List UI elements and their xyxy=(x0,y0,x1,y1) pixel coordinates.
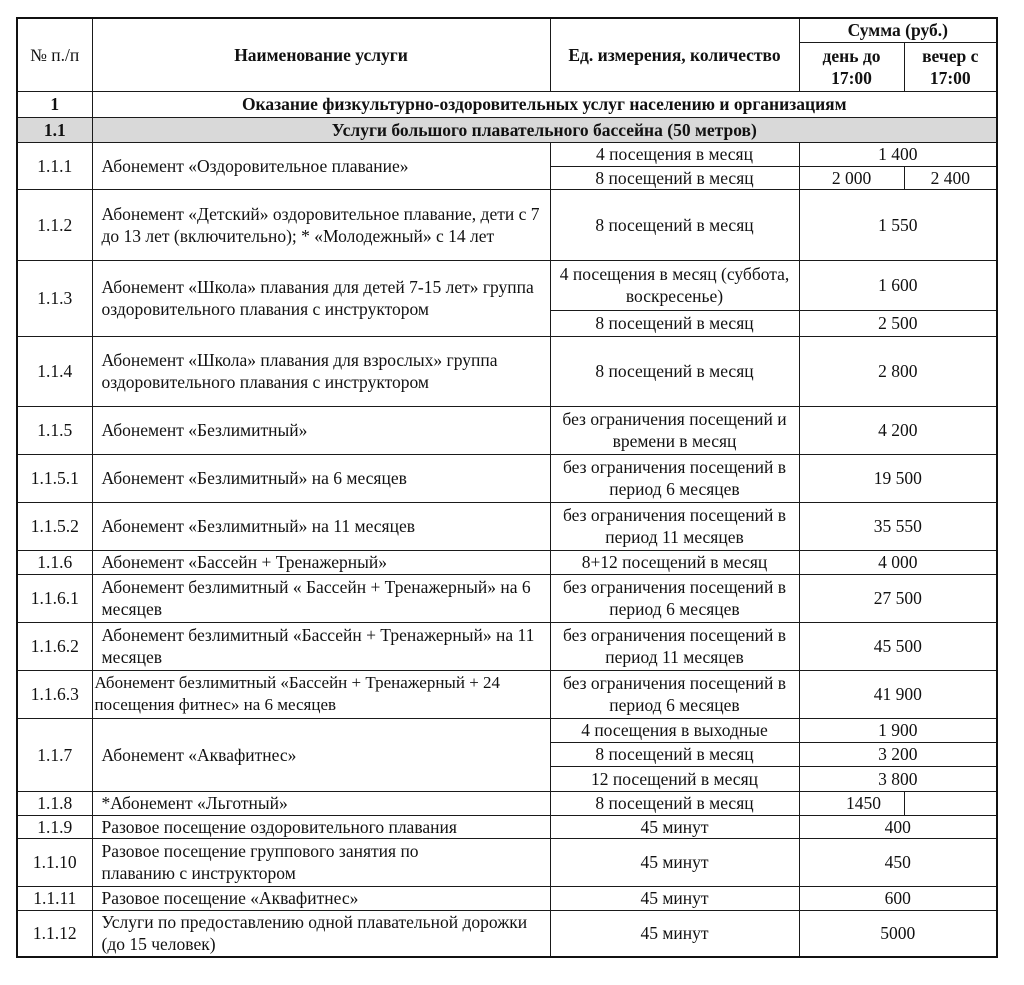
service-name: Абонемент безлимитный « Бассейн + Тренажерный» на 6 месяцев xyxy=(92,574,550,622)
row-number: 1.1.10 xyxy=(17,838,92,886)
unit-cell: 8 посещений в месяц xyxy=(550,791,799,815)
row-number: 1.1.6.1 xyxy=(17,574,92,622)
price-cell: 35 550 xyxy=(799,502,997,550)
subsection-number: 1.1 xyxy=(17,117,92,142)
price-cell: 600 xyxy=(799,886,997,910)
price-cell: 3 200 xyxy=(799,742,997,766)
price-table xyxy=(16,17,998,958)
unit-cell: 12 посещений в месяц xyxy=(550,766,799,791)
unit-cell: 8 посещений в месяц xyxy=(550,310,799,336)
unit-cell: 45 минут xyxy=(550,838,799,886)
price-cell: 4 200 xyxy=(799,406,997,454)
row-number: 1.1.2 xyxy=(17,189,92,260)
service-name: Разовое посещение группового занятия по плаванию с инструктором xyxy=(92,838,550,886)
unit-cell: 8 посещений в месяц xyxy=(550,189,799,260)
price-cell: 5000 xyxy=(799,910,997,957)
price-cell: 450 xyxy=(799,838,997,886)
unit-cell: 45 минут xyxy=(550,886,799,910)
row-number: 1.1.5.1 xyxy=(17,454,92,502)
header-number: № п./п xyxy=(17,18,92,91)
price-day-cell: 2 000 xyxy=(799,166,904,189)
price-cell: 3 800 xyxy=(799,766,997,791)
table-row xyxy=(17,838,997,886)
service-name: Абонемент безлимитный «Бассейн + Тренажерный» на 11 месяцев xyxy=(92,622,550,670)
section-row xyxy=(17,91,997,117)
table-row xyxy=(17,336,997,406)
service-name: Абонемент «Безлимитный» на 6 месяцев xyxy=(92,454,550,502)
service-name: Абонемент «Оздоровительное плавание» xyxy=(92,142,550,189)
price-cell: 1 600 xyxy=(799,260,997,310)
table-row xyxy=(17,189,997,260)
price-day-cell: 1450 xyxy=(799,791,904,815)
table-row xyxy=(17,886,997,910)
service-name: Абонемент «Аквафитнес» xyxy=(92,718,550,791)
unit-cell: без ограничения посещений в период 6 месяцев xyxy=(550,574,799,622)
table-row xyxy=(17,718,997,742)
table-row xyxy=(17,670,997,718)
price-cell: 2 500 xyxy=(799,310,997,336)
row-number: 1.1.6 xyxy=(17,550,92,574)
service-name: Абонемент «Бассейн + Тренажерный» xyxy=(92,550,550,574)
row-number: 1.1.5.2 xyxy=(17,502,92,550)
unit-cell: 4 посещения в выходные xyxy=(550,718,799,742)
row-number: 1.1.12 xyxy=(17,910,92,957)
table-row xyxy=(17,791,997,815)
header-sum: Сумма (руб.) xyxy=(799,18,997,42)
price-evening-cell xyxy=(904,791,997,815)
service-name: Разовое посещение «Аквафитнес» xyxy=(92,886,550,910)
subsection-row xyxy=(17,117,997,142)
row-number: 1.1.4 xyxy=(17,336,92,406)
unit-cell: 45 минут xyxy=(550,910,799,957)
service-name: Абонемент «Школа» плавания для взрослых» группа оздоровительного плавания с инструктором xyxy=(92,336,550,406)
service-name: Абонемент безлимитный «Бассейн + Тренажерный + 24 посещения фитнес» на 6 месяцев xyxy=(92,670,550,718)
unit-cell: 8 посещений в месяц xyxy=(550,166,799,189)
price-cell: 1 900 xyxy=(799,718,997,742)
section-number: 1 xyxy=(17,91,92,117)
price-cell: 41 900 xyxy=(799,670,997,718)
service-name: Абонемент «Безлимитный» на 11 месяцев xyxy=(92,502,550,550)
row-number: 1.1.8 xyxy=(17,791,92,815)
table-row xyxy=(17,454,997,502)
subsection-title: Услуги большого плавательного бассейна (50 метров) xyxy=(92,117,997,142)
unit-cell: без ограничения посещений в период 6 месяцев xyxy=(550,454,799,502)
service-name: *Абонемент «Льготный» xyxy=(92,791,550,815)
table-row xyxy=(17,815,997,838)
header-day: день до 17:00 xyxy=(799,42,904,91)
price-cell: 45 500 xyxy=(799,622,997,670)
service-name: Абонемент «Школа» плавания для детей 7-15 лет» группа оздоровительного плавания с инструктором xyxy=(92,260,550,336)
service-name: Услуги по предоставлению одной плавательной дорожки (до 15 человек) xyxy=(92,910,550,957)
service-name: Разовое посещение оздоровительного плавания xyxy=(92,815,550,838)
price-evening-cell: 2 400 xyxy=(904,166,997,189)
unit-cell: без ограничения посещений в период 11 месяцев xyxy=(550,622,799,670)
table-row xyxy=(17,574,997,622)
row-number: 1.1.1 xyxy=(17,142,92,189)
header-evening: вечер с 17:00 xyxy=(904,42,997,91)
unit-cell: 45 минут xyxy=(550,815,799,838)
table-row xyxy=(17,142,997,166)
row-number: 1.1.5 xyxy=(17,406,92,454)
row-number: 1.1.6.2 xyxy=(17,622,92,670)
row-number: 1.1.7 xyxy=(17,718,92,791)
price-cell: 2 800 xyxy=(799,336,997,406)
row-number: 1.1.9 xyxy=(17,815,92,838)
table-row xyxy=(17,260,997,310)
unit-cell: без ограничения посещений в период 11 месяцев xyxy=(550,502,799,550)
price-cell: 19 500 xyxy=(799,454,997,502)
unit-cell: 4 посещения в месяц xyxy=(550,142,799,166)
header-name: Наименование услуги xyxy=(92,18,550,91)
service-name: Абонемент «Безлимитный» xyxy=(92,406,550,454)
table-row xyxy=(17,622,997,670)
row-number: 1.1.11 xyxy=(17,886,92,910)
table-row xyxy=(17,502,997,550)
price-cell: 4 000 xyxy=(799,550,997,574)
unit-cell: 4 посещения в месяц (суббота, воскресенье) xyxy=(550,260,799,310)
row-number: 1.1.3 xyxy=(17,260,92,336)
table-row xyxy=(17,910,997,957)
unit-cell: без ограничения посещений в период 6 месяцев xyxy=(550,670,799,718)
unit-cell: без ограничения посещений и времени в месяц xyxy=(550,406,799,454)
unit-cell: 8+12 посещений в месяц xyxy=(550,550,799,574)
unit-cell: 8 посещений в месяц xyxy=(550,336,799,406)
row-number: 1.1.6.3 xyxy=(17,670,92,718)
unit-cell: 8 посещений в месяц xyxy=(550,742,799,766)
table-row xyxy=(17,550,997,574)
table-row xyxy=(17,406,997,454)
price-cell: 1 550 xyxy=(799,189,997,260)
section-title: Оказание физкультурно-оздоровительных услуг населению и организациям xyxy=(92,91,997,117)
price-cell: 27 500 xyxy=(799,574,997,622)
header-unit: Ед. измерения, количество xyxy=(550,18,799,91)
service-name: Абонемент «Детский» оздоровительное плавание, дети с 7 до 13 лет (включительно); * «Молодежный» с 14 лет xyxy=(92,189,550,260)
price-cell: 400 xyxy=(799,815,997,838)
price-cell: 1 400 xyxy=(799,142,997,166)
